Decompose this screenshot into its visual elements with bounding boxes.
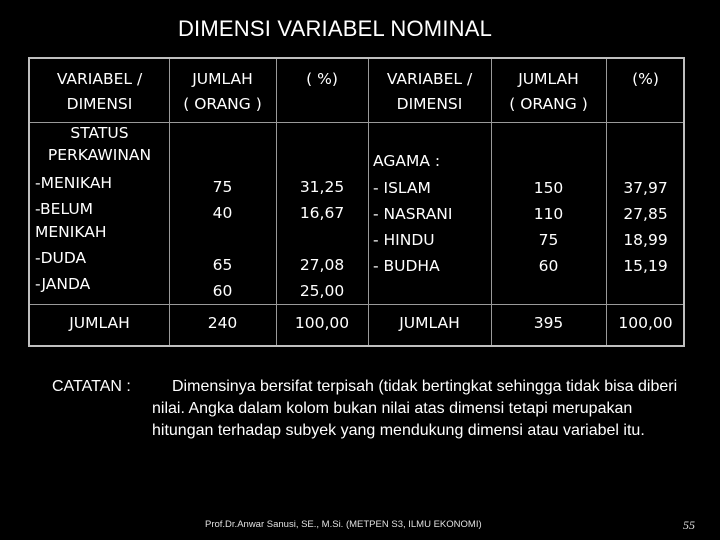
- page-number: 55: [683, 518, 695, 532]
- list-item: MENIKAH: [35, 223, 107, 241]
- total-percent-left: 100,00: [294, 314, 350, 332]
- agama-percents: [606, 175, 685, 279]
- percent-value: 15,19: [623, 257, 668, 275]
- count-value: 60: [212, 282, 233, 300]
- agama-counts: [491, 175, 606, 279]
- agama-items: [373, 175, 452, 279]
- group-label-agama: AGAMA :: [373, 152, 441, 170]
- count-value: 75: [212, 178, 233, 196]
- group-label-status-perkawinan: STATUS PERKAWINAN: [47, 124, 152, 164]
- list-item: - HINDU: [373, 231, 435, 249]
- count-value: 40: [212, 204, 233, 222]
- header-percent-left: ( %): [306, 70, 338, 88]
- total-count-right: 395: [533, 314, 564, 332]
- header-jumlah-left: JUMLAH ( ORANG ): [183, 70, 262, 113]
- footer-credit: Prof.Dr.Anwar Sanusi, SE., M.Si. (METPEN S3, ILMU EKONOMI): [205, 519, 482, 530]
- total-count-left: 240: [207, 314, 238, 332]
- status-items: [35, 172, 112, 296]
- list-item: -BELUM: [35, 200, 94, 218]
- list-item: -MENIKAH: [35, 174, 113, 192]
- list-item: - NASRANI: [373, 205, 453, 223]
- note-text: Dimensinya bersifat terpisah (tidak bertingkat sehingga tidak bisa diberi nilai. Angka dalam kolom bukan nilai atas dimensi tetapi merupakan hitungan terhadap subyek yang mendukung dimensi atau variabel itu.: [152, 378, 678, 439]
- page-title: DIMENSI VARIABEL NOMINAL: [177, 16, 493, 41]
- total-percent-right: 100,00: [618, 314, 673, 332]
- note-label: CATATAN :: [52, 378, 131, 395]
- count-value: 60: [538, 257, 559, 275]
- total-label-left: JUMLAH: [69, 314, 130, 332]
- count-value: 65: [212, 256, 233, 274]
- header-jumlah-right: JUMLAH ( ORANG ): [509, 70, 588, 113]
- header-percent-right: (%): [632, 70, 659, 88]
- percent-value: 16,67: [299, 204, 345, 222]
- header-variabel-dimensi-left: VARIABEL / DIMENSI: [56, 70, 143, 113]
- percent-value: 31,25: [299, 178, 345, 196]
- list-item: - BUDHA: [373, 257, 440, 275]
- count-value: 150: [533, 179, 564, 197]
- percent-value: 27,08: [299, 256, 345, 274]
- count-value: 110: [533, 205, 564, 223]
- total-divider: [30, 304, 683, 305]
- dimension-table: [28, 57, 685, 347]
- percent-value: 27,85: [623, 205, 668, 223]
- status-percents: [276, 175, 368, 304]
- count-value: 75: [538, 231, 559, 249]
- header-variabel-dimensi-right: VARIABEL / DIMENSI: [386, 70, 473, 113]
- percent-value: 25,00: [299, 282, 345, 300]
- list-item: -JANDA: [35, 275, 91, 293]
- percent-value: 37,97: [623, 179, 668, 197]
- list-item: - ISLAM: [373, 179, 431, 197]
- total-label-right: JUMLAH: [399, 314, 460, 332]
- list-item: -DUDA: [35, 249, 87, 267]
- percent-value: 18,99: [623, 231, 668, 249]
- status-counts: [169, 175, 276, 304]
